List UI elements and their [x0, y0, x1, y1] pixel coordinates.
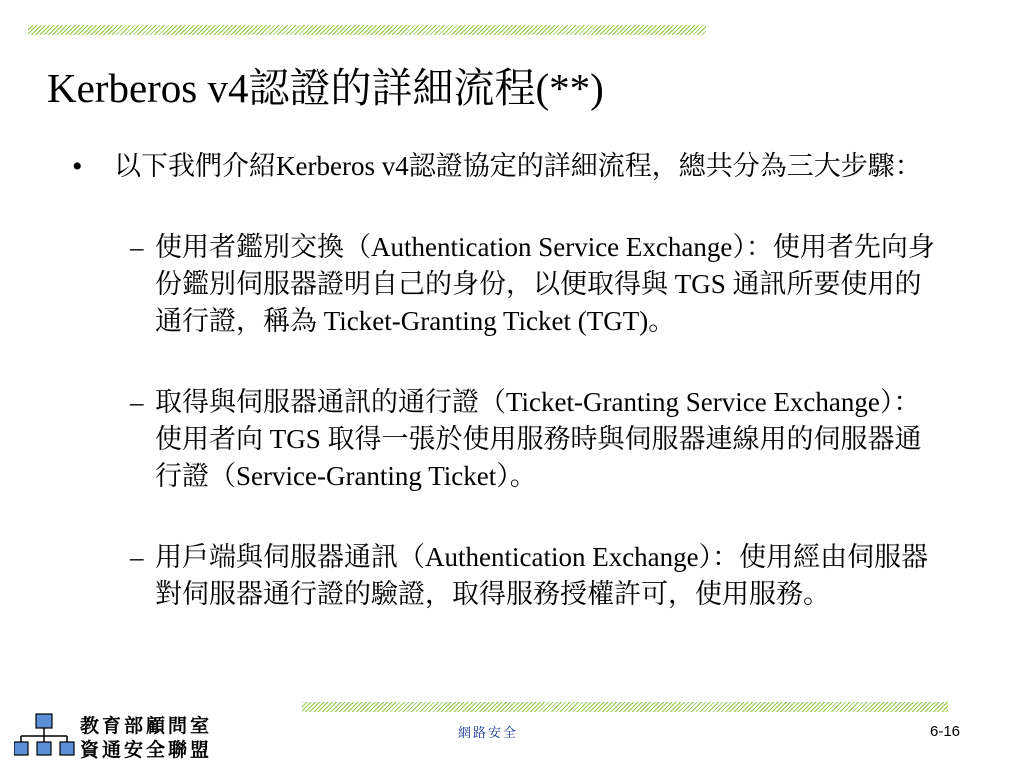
- top-decorative-stripe: [28, 25, 706, 35]
- footer-course-title: 網路安全: [458, 726, 519, 741]
- dash-marker: –: [130, 387, 144, 417]
- sub-item-text: 取得與伺服器通訊的通行證（Ticket-Granting Service Exchange）： 使用者向 TGS 取得一張於使用服務時與伺服器連線用的伺服器通行證（Service-Granting Ticket）。: [155, 387, 922, 491]
- bullet-marker: •: [72, 150, 83, 183]
- bottom-decorative-stripe: [302, 702, 948, 712]
- dash-marker: –: [130, 232, 144, 262]
- dash-marker: –: [130, 542, 144, 572]
- page-number: 6-16: [930, 723, 961, 740]
- org-name-line2: 資通安全聯盟: [80, 739, 213, 761]
- org-name-line1: 教育部顧問室: [80, 715, 213, 737]
- sub-item-text: 使用者鑑別交換（Authentication Service Exchange）：使用者先向身份鑑別伺服器證明自己的身份，以便取得與 TGS 通訊所要使用的通行證，稱為 Ticket-Granting Ticket (TGT)。: [155, 232, 935, 336]
- bullet-text: 以下我們介紹Kerberos v4認證協定的詳細流程，總共分為三大步驟：: [114, 151, 922, 181]
- sub-item-text: 用戶端與伺服器通訊（Authentication Exchange）：使用經由伺服器對伺服器通行證的驗證，取得服務授權許可，使用服務。: [155, 542, 929, 609]
- network-nodes-icon: [14, 712, 76, 760]
- slide-title: Kerberos v4認證的詳細流程(**): [47, 65, 604, 111]
- org-logo: [14, 712, 234, 764]
